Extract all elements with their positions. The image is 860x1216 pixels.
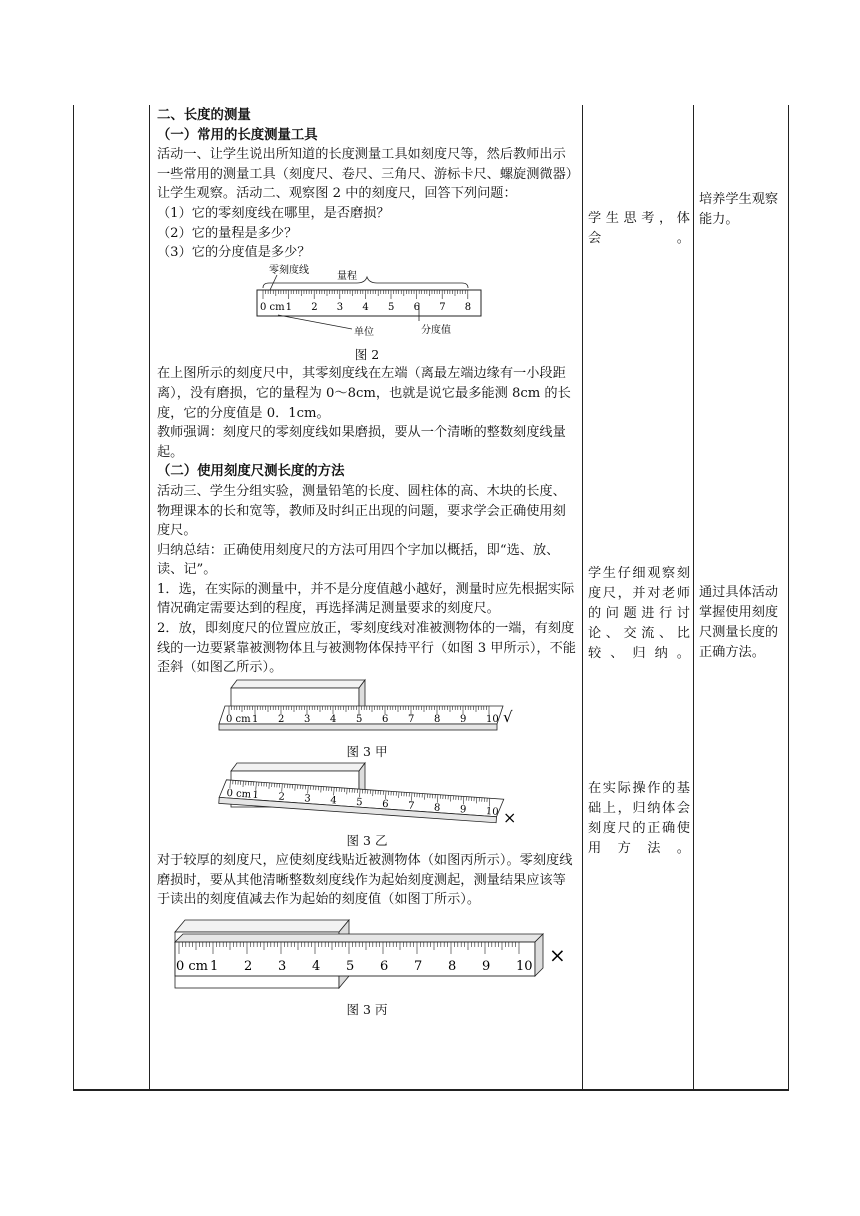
ruler-diagram-fig3c: [157, 910, 577, 994]
ruler-tick-label: 8: [464, 301, 472, 313]
wrong-mark: ×: [503, 808, 517, 828]
ruler-tick-label: 10: [485, 806, 499, 819]
ruler-tick-label: 2: [277, 791, 286, 804]
ruler-tick-label: 1: [210, 958, 219, 974]
design-intent-2-text: 通过具体活动掌握使用刻度尺测量长度的正确方法。: [699, 585, 779, 660]
question-1: （1）它的零刻度线在哪里，是否磨损？: [157, 205, 390, 221]
student-activity-1: [588, 209, 690, 249]
table-divider-3: [693, 105, 694, 1090]
section-title: 二、长度的测量: [157, 108, 251, 123]
ruler-tick-label: 4: [362, 301, 369, 313]
ruler-tick-label: 9: [482, 958, 491, 974]
ruler-tick-label: 6: [381, 799, 389, 811]
ruler-tick-label: 9: [460, 713, 467, 725]
figure-3c: [157, 910, 577, 994]
ruler-tick-label: 7: [408, 713, 415, 725]
thick-ruler-paragraph: 对于较厚的刻度尺，应使刻度线贴近被测物体（如图丙所示）。零刻度线磨损时，要从其他清晰整数刻度线作为起始刻度测起，测量结果应该等于读出的刻度值减去作为起始的刻度值（如图丁所示）。: [157, 853, 573, 908]
unit-pointer: [278, 315, 352, 329]
ruler-tick-label: 7: [439, 301, 446, 313]
ruler-tick-label: 6: [380, 958, 389, 974]
table-divider-2: [582, 105, 583, 1090]
ruler-tick-label: 3: [278, 958, 287, 974]
question-2: （2）它的量程是多少？: [157, 225, 298, 241]
student-activity-3-text: 在实际操作的基础上，归纳体会刻度尺的正确使用方法。: [588, 781, 690, 856]
ruler-tick-label: 0 cm: [226, 788, 252, 802]
block-top: [175, 920, 349, 932]
ruler-tick-label: 0 cm: [226, 713, 251, 725]
ruler-tick-label: 1: [252, 713, 259, 725]
teaching-content-cell: [157, 106, 577, 1019]
ruler-front-face: [175, 942, 535, 976]
ruler-tick-label: 5: [346, 958, 355, 974]
summary-paragraph: 归纳总结：正确使用刻度尺的方法可用四个字加以概括，即“选、放、读、记”。: [157, 542, 560, 578]
ruler-tick-label: 8: [434, 713, 441, 725]
block-top: [231, 763, 365, 771]
ruler-tick-label: 8: [448, 958, 457, 974]
ruler-tick-labels: [260, 302, 471, 313]
ruler-diagram-fig2: [157, 263, 577, 345]
ruler-tick-label: 5: [356, 713, 363, 725]
ruler-tick-label: 4: [330, 713, 337, 725]
block-top: [231, 680, 365, 688]
correct-mark: √: [503, 707, 513, 726]
figure-2-caption: 图 2: [354, 346, 380, 362]
division-label: 分度值: [421, 324, 451, 336]
ruler-tick-label: 7: [414, 958, 423, 974]
ruler-tick-label: 0 cm: [260, 301, 285, 313]
ruler-tick-label: 0 cm: [176, 958, 209, 974]
step-1-select: 1．选，在实际的测量中，并不是分度值越小越好，测量时应先根据实际情况确定需要达到的程度，再选择满足测量要求的刻度尺。: [157, 581, 575, 617]
student-activity-3: [588, 779, 690, 859]
ruler-tick-label: 6: [413, 301, 420, 313]
ruler-diagram-fig3b: [157, 761, 577, 831]
table-border-right: [788, 105, 789, 1090]
design-intent-2: [699, 583, 785, 663]
ruler-tick-label: 3: [303, 793, 312, 806]
activity-3-paragraph: 活动三、学生分组实验，测量铅笔的长度、圆柱体的高、木块的长度、物理课本的长和宽等，教师及时纠正出现的问题，要求学会正确使用刻度尺。: [157, 483, 566, 539]
ruler-tick-label: 8: [433, 802, 441, 815]
design-intent-1: [699, 190, 785, 230]
ruler-tick-label: 3: [304, 713, 311, 725]
activity-paragraph: 活动一、让学生说出所知道的长度测量工具如刻度尺等，然后教师出示一些常用的测量工具（刻度尺、卷尺、三角尺、游标卡尺、螺旋测微器）让学生观察。活动二、观察图 2 中的刻度尺，回答下列问题：: [157, 147, 573, 202]
ruler-tick-label: 6: [382, 713, 389, 725]
figure-3c-caption: 图 3 丙: [346, 1001, 388, 1017]
teacher-emphasis: 教师强调：刻度尺的零刻度线如果磨损，要从一个清晰的整数刻度线量起。: [157, 425, 566, 460]
ruler-tick-label: 7: [407, 801, 415, 813]
subsection-title-method: （二）使用刻度尺测长度的方法: [157, 464, 345, 480]
table-border-left: [73, 105, 74, 1090]
ruler-side-face: [535, 934, 543, 976]
table-divider-1: [149, 105, 150, 1090]
ruler-tick-label: 4: [312, 958, 321, 974]
ruler-diagram-fig3a: [157, 678, 577, 742]
step-2-place: 2．放，即刻度尺的位置应放正，零刻度线对准被测物体的一端，有刻度线的一边要紧靠被测物体且与被测物体保持平行（如图 3 甲所示），不能歪斜（如图乙所示）。: [157, 621, 576, 676]
range-brace: [263, 277, 468, 288]
ruler-tick-label: 2: [311, 301, 318, 313]
ruler-tick-label: 5: [388, 301, 395, 313]
ruler-tick-label: 2: [278, 713, 285, 725]
figure-3b-caption: 图 3 乙: [346, 833, 388, 849]
table-bottom-border: [73, 1089, 789, 1091]
ruler-tick-label: 9: [459, 804, 467, 817]
ruler-tick-label: 4: [329, 795, 337, 807]
ruler-top-face: [175, 934, 543, 942]
figure-3a: [157, 678, 577, 742]
wrong-mark: ×: [549, 942, 566, 967]
fig2-explanation: 在上图所示的刻度尺中，其零刻度线在左端（离最左端边缘有一小段距离），没有磨损，它的量程为 0～8cm，也就是说它最多能测 8cm 的长度，它的分度值是 0．1cm。: [157, 366, 571, 421]
ruler-tick-label: 3: [336, 301, 344, 313]
unit-label: 单位: [354, 326, 374, 338]
design-intent-1-text: 培养学生观察能力。: [699, 192, 779, 227]
range-label: 量程: [337, 270, 357, 282]
ruler-tick-label: 10: [516, 958, 533, 974]
zero-mark-label: 零刻度线: [269, 264, 309, 276]
figure-3a-caption: 图 3 甲: [346, 743, 388, 759]
ruler-tick-label: 1: [252, 790, 260, 802]
student-activity-2-text: 学生仔细观察刻度尺，并对老师的问题进行讨论、交流、比较、归纳。: [588, 566, 690, 661]
student-activity-2: [588, 564, 690, 664]
ruler-tick-label: 1: [285, 301, 292, 313]
student-activity-1-text: 学生思考，体会。: [588, 211, 690, 246]
ruler-tick-label: 5: [355, 797, 363, 809]
question-3: （3）它的分度值是多少？: [157, 245, 311, 261]
ruler-tick-label: 10: [486, 713, 499, 725]
subsection-title-tools: （一）常用的长度测量工具: [157, 127, 318, 143]
ruler-tick-label: 2: [244, 958, 253, 974]
figure-2-ruler: [157, 263, 577, 345]
figure-3b: [157, 761, 577, 831]
